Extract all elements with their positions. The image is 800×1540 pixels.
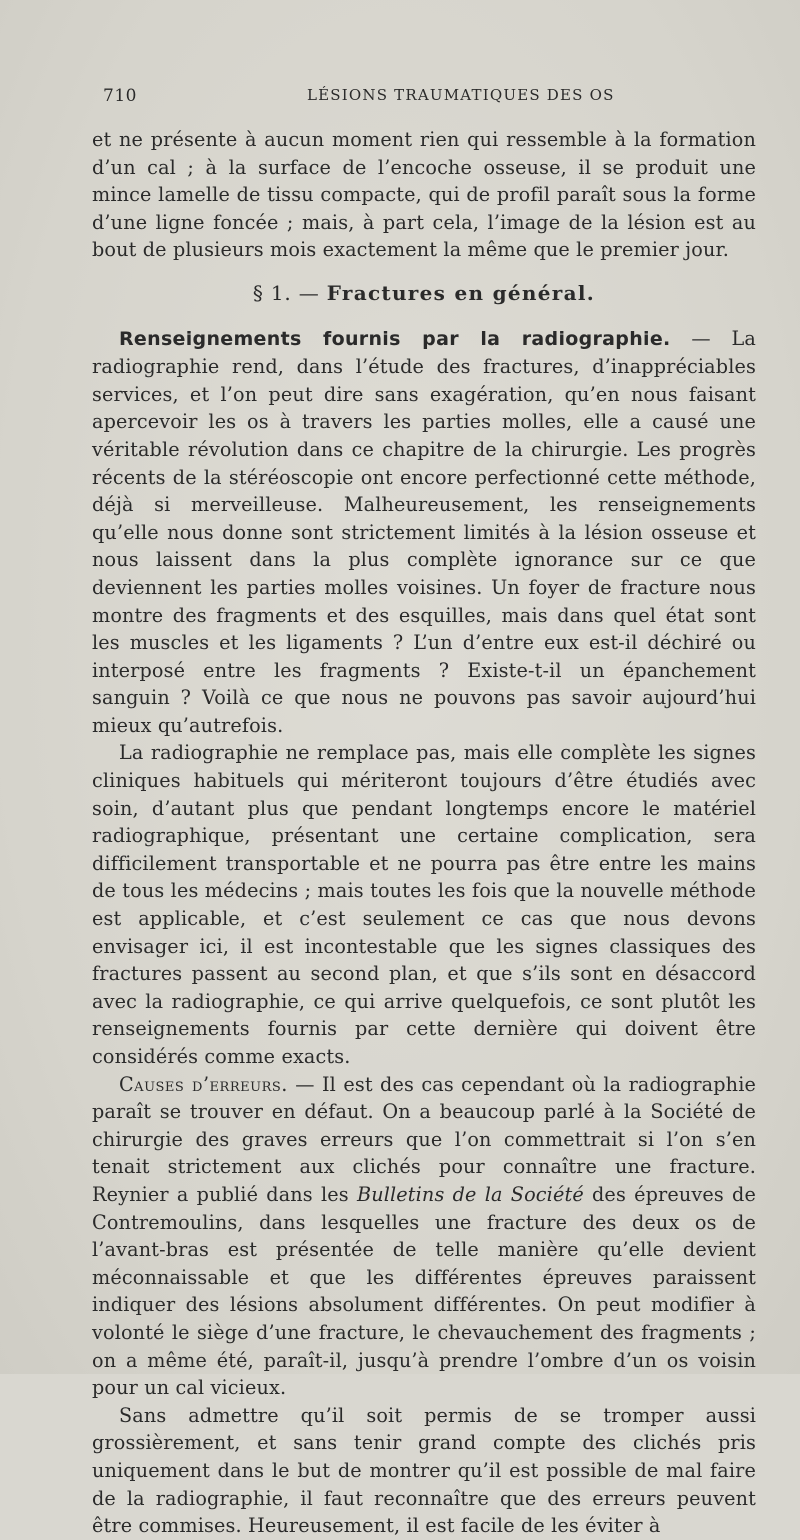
heading-dash: — [287,1072,322,1096]
section-title: Fractures en général. [326,280,596,305]
running-title: LÉSIONS TRAUMATIQUES DES OS [307,86,615,104]
intro-paragraph: et ne présente à aucun moment rien qui ressemble à la formation d’un cal ; à la surface de l’encoche osseuse, il se produit une mince lamelle de tissu compacte, qui de profil paraît sous la forme d’une ligne foncée ; mais, à part cela, l’image de la lésion est au bout de plusieurs mois exactement la même que le premier jour. [92,128,756,262]
paragraph-causes-erreurs [92,1071,756,1402]
paragraph-radiographie [92,325,756,740]
paragraph-remplace: La radiographie ne remplace pas, mais elle complète les signes cliniques habituels qui mériteront toujours d’être étudiés avec soin, d’autant plus que pendant longtemps encore le matériel radiographique, présentant une certaine complication, sera difficilement transportable et ne pourra pas être entre les mains de tous les médecins ; mais toutes les fois que la nouvelle méthode est applicable, et c’est seulement ce cas que nous devons envisager ici, il est incontestable que les signes classiques des fractures passent au second plan, et que s’ils sont en désaccord avec la radiographie, ce qui arrive quelquefois, ce sont plutôt les renseignements fournis par cette dernière qui doivent être considérés comme exacts. [92,741,756,1068]
paragraph-3-text-a: Il est des cas cependant où la radiographie paraît se trouver en défaut. On a beaucoup parlé à la Société de chirurgie des graves erreurs que l’on commettrait si l’on s’en tenait strictement aux clichés pour connaître une fracture. Reynier a publié dans les [92,1072,756,1206]
paragraph-sans-admettre: Sans admettre qu’il soit permis de se tromper aussi grossièrement, et sans tenir grand compte des clichés pris uniquement dans le but de montrer qu’il est possible de mal faire de la radiographie, il faut reconnaître que des erreurs peuvent être commises. Heureusement, il est facile de les éviter à [92,1403,756,1538]
run-in-heading-causes: Causes d’erreurs. [119,1072,288,1096]
heading-dash: — [670,326,732,350]
body-text [92,126,756,1540]
page-header [0,86,800,110]
section-number: § 1. — [252,280,320,305]
section-heading [92,280,756,308]
run-in-heading-renseignements: Renseignements fournis par la radiographie. [119,327,671,350]
paragraph-1-body: La radiographie rend, dans l’étude des fractures, d’inappréciables services, et l’on peut dire sans exagération, qu’en nous faisant apercevoir les os à travers les parties molles, elle a causé une véritable révolution dans ce chapitre de la chirurgie. Les progrès récents de la stéréoscopie ont encore perfectionné cette méthode, déjà si merveilleuse. Malheureusement, les renseignements qu’elle nous donne sont strictement limités à la lésion osseuse et nous laissent dans la plus complète ignorance sur ce que deviennent les parties molles voisines. Un foyer de fracture nous montre des fragments et des esquilles, mais dans quel état sont les muscles et les ligaments ? L’un d’entre eux est-il déchiré ou interposé entre les fragments ? Existe-t-il un épanchement sanguin ? Voilà ce que nous ne pouvons pas savoir aujourd’hui mieux qu’autrefois. [92,326,757,737]
page-number: 710 [103,86,137,106]
paragraph-3-text-b: des épreuves de Contremoulins, dans lesquelles une fracture des deux os de l’avant-bras est présentée de telle manière qu’elle devient méconnaissable et que les différentes épreuves paraissent indiquer des lésions absolument différentes. On peut modifier à volonté le siège d’une fracture, le chevauchement des fragments ; on a même été, paraît-il, jusqu’à prendre l’ombre d’un os voisin pour un cal vicieux. [92,1182,756,1400]
italic-journal-title: Bulletins de la Société [356,1182,584,1206]
